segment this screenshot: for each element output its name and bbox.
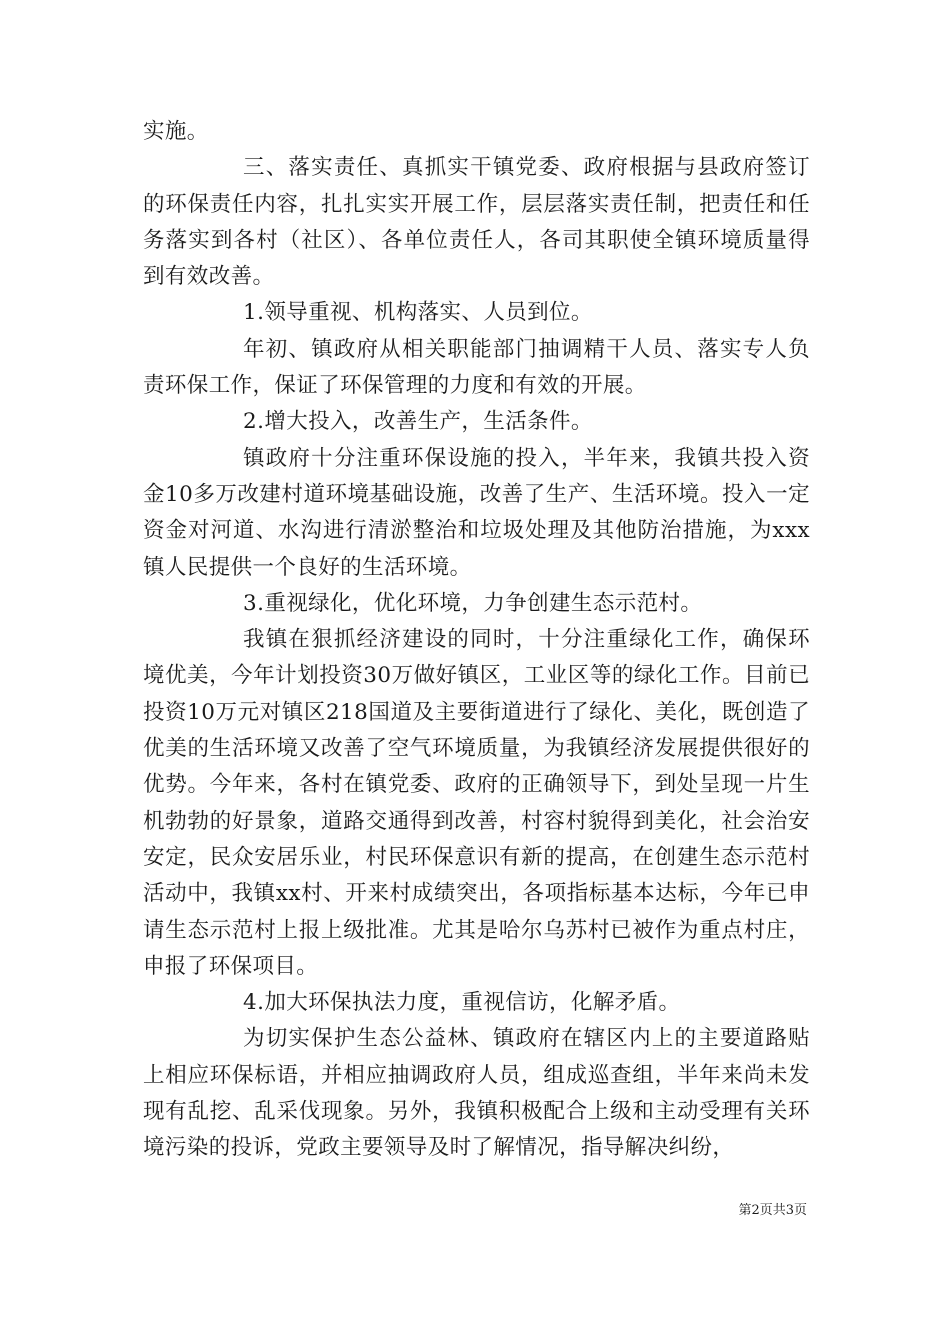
subheading-1: 1.领导重视、机构落实、人员到位。 [243,300,593,326]
paragraph-4: 为切实保护生态公益林、镇政府在辖区内上的主要道路贴上相应环保标语，并相应抽调政府人员，组成巡查组，半年来尚未发现有乱挖、乱采伐现象。另外，我镇积极配合上级和主动受理有关环境污染的投诉，党政主要领导及时了解情况，指导解决纠纷， [143,1026,810,1161]
paragraph-section-three: 三、落实责任、真抓实干镇党委、政府根据与县政府签订的环保责任内容，扎扎实实开展工作，层层落实责任制，把责任和任务落实到各村（社区）、各单位责任人，各司其职使全镇环境质量得到有效改善。 [143,155,810,290]
paragraph-1: 年初、镇政府从相关职能部门抽调精干人员、落实专人负责环保工作，保证了环保管理的力度和有效的开展。 [143,336,810,399]
paragraph-3: 我镇在狠抓经济建设的同时，十分注重绿化工作，确保环境优美，今年计划投资30万做好镇区，工业区等的绿化工作。目前已投资10万元对镇区218国道及主要街道进行了绿化、美化，既创造了优美的生活环境又改善了空气环境质量，为我镇经济发展提供很好的优势。今年来，各村在镇党委、政府的正确领导下，到处呈现一片生机勃勃的好景象，道路交通得到改善，村容村貌得到美化，社会治安安定，民众安居乐业，村民环保意识有新的提高，在创建生态示范村活动中，我镇xx村、开来村成绩突出，各项指标基本达标，今年已申请生态示范村上报上级批准。尤其是哈尔乌苏村已被作为重点村庄，申报了环保项目。 [143,627,810,979]
paragraph-2: 镇政府十分注重环保设施的投入，半年来，我镇共投入资金10多万改建村道环境基础设施，改善了生产、生活环境。投入一定资金对河道、水沟进行清淤整治和垃圾处理及其他防治措施，为xxx镇人民提供一个良好的生活环境。 [143,445,810,580]
subheading-2: 2.增大投入，改善生产，生活条件。 [243,409,593,435]
subheading-4: 4.加大环保执法力度，重视信访，化解矛盾。 [243,990,681,1016]
page-number-footer: 第2页共3页 [738,1203,807,1218]
paragraph-continuation: 实施。 [143,119,209,144]
document-body [143,114,810,1167]
subheading-3: 3.重视绿化，优化环境，力争创建生态示范村。 [243,590,703,616]
